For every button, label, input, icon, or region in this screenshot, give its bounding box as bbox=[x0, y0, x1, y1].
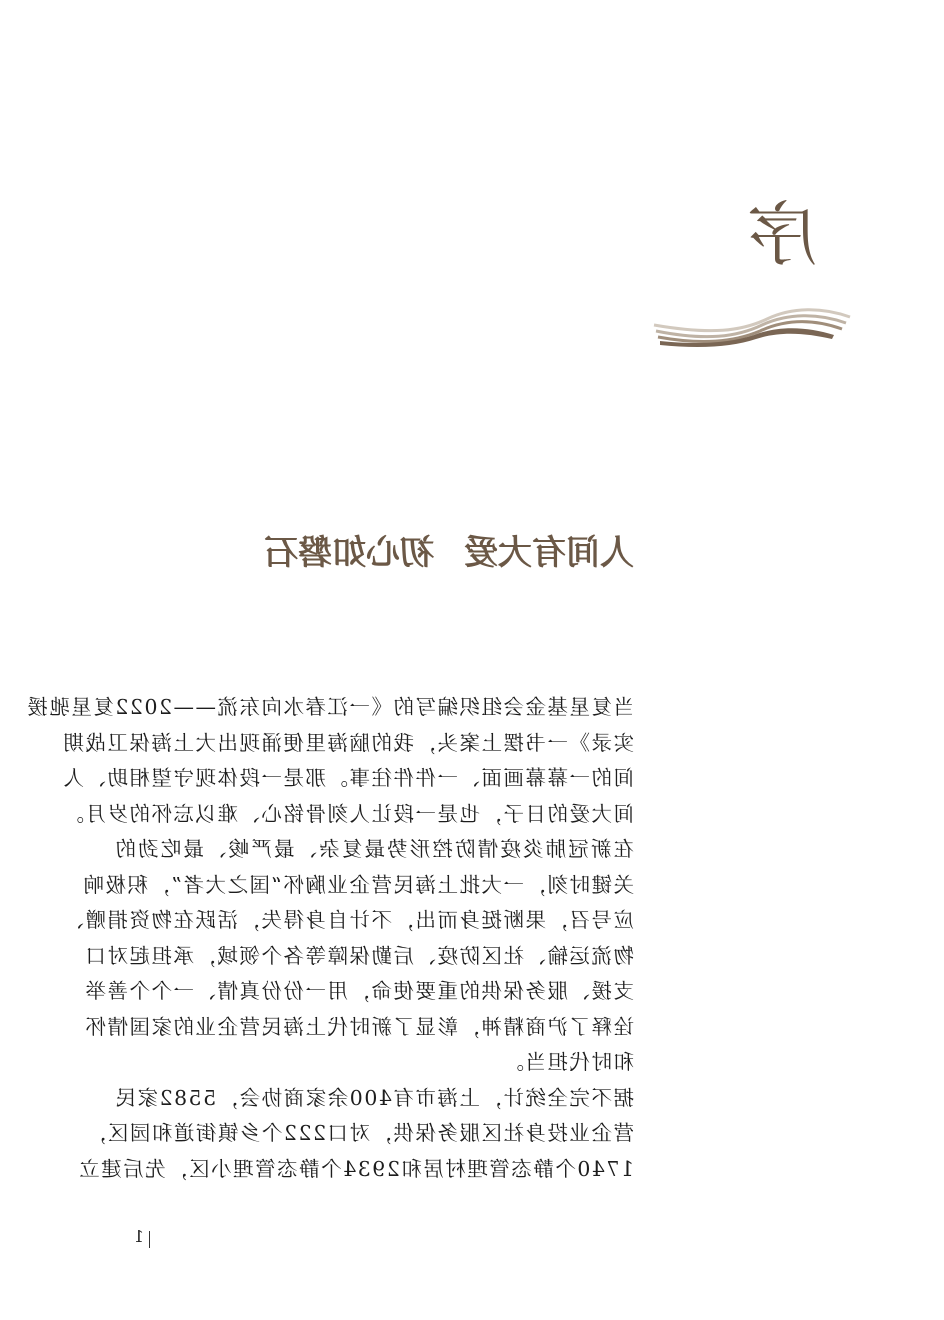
body-line: 和时代担当。 bbox=[502, 1050, 634, 1074]
body-line: 间大爱的日子，也是一段让人刻骨铭心、难以忘怀的岁月。 bbox=[62, 801, 634, 826]
body-line: 据不完全统计，上海市有400余家商协会，5582家民 bbox=[114, 1085, 634, 1110]
preface-heading: 序 bbox=[747, 194, 817, 276]
body-line: 实录》一书摆上案头，我的脑海里便涌现出大上海保卫战期 bbox=[62, 730, 634, 755]
body-line: 在新冠肺炎疫情防控形势最复杂、最严峻、最吃劲的 bbox=[114, 837, 634, 861]
wave-stroke-light-1 bbox=[654, 310, 850, 331]
body-line: 1740个静态管理村居和2934个静态管理小区，先后建立 bbox=[77, 1156, 634, 1181]
subtitle-part-2: 初心如磐石 bbox=[264, 533, 434, 573]
subtitle-part-1: 人间有大爱 bbox=[464, 533, 634, 573]
body-line: 应号召，果断挺身而出，不计自身得失，活跃在物资捐赠、 bbox=[62, 908, 634, 932]
body-line: 关键时刻，一大批上海民营企业胸怀“国之大者”，积极响 bbox=[82, 872, 634, 897]
body-text bbox=[25, 690, 634, 1187]
body-line: 间的一幕幕画面、一件件往事。那是一段体现守望相助、人 bbox=[62, 766, 634, 790]
body-line: 营企业投身社区服务保供，对口222个乡镇街道和园区， bbox=[84, 1121, 634, 1145]
preface-subtitle bbox=[254, 528, 634, 578]
folio-divider bbox=[149, 1231, 150, 1248]
body-line: 当复星基金会组织编写的《一江春水向东流——2022复星驰援 bbox=[25, 695, 634, 719]
wave-ornament bbox=[652, 305, 852, 350]
body-line: 物流运输、社区防疫、后勤保障等各个领域，承担起对口 bbox=[84, 943, 634, 968]
page-number: 1 bbox=[133, 1227, 144, 1246]
body-line: 诠释了沪商精神，彰显了新时代上海民营企业的家国情怀 bbox=[84, 1014, 634, 1039]
body-line: 支援、服务保供的重要使命，用一份份真情、一个个善举 bbox=[84, 979, 634, 1003]
